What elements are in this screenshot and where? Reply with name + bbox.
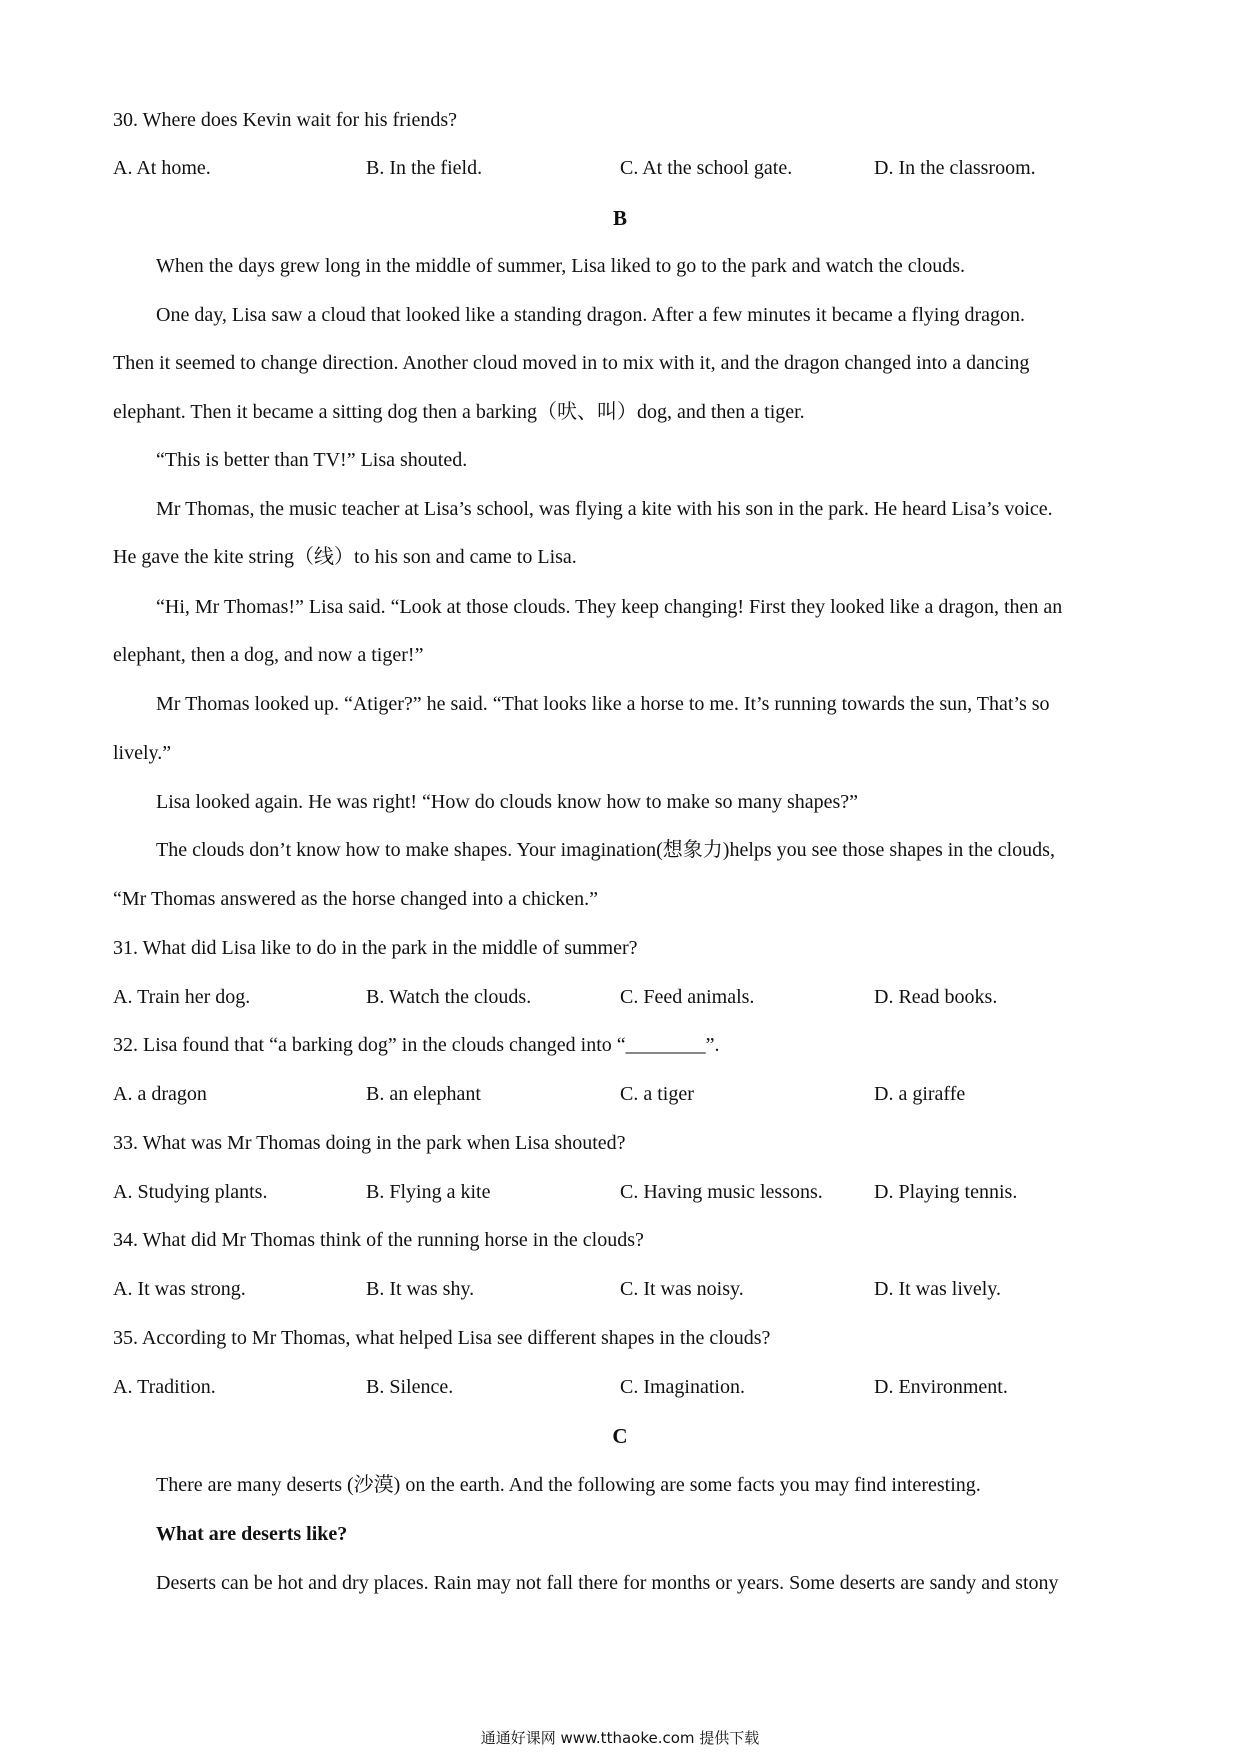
page-footer: 通通好课网 www.tthaoke.com 提供下载 (480, 1729, 760, 1747)
section-c-title: C (612, 1424, 628, 1448)
passage-b-line: “Mr Thomas answered as the horse changed into a chicken.” (113, 888, 599, 910)
q34-option-d: D. It was lively. (874, 1278, 1002, 1300)
passage-b-line: lively.” (113, 742, 172, 764)
q34-option-a: A. It was strong. (113, 1278, 246, 1300)
q35-option-b: B. Silence. (366, 1376, 454, 1398)
passage-c-text: Deserts can be hot and dry places. Rain may not fall there for months or years. Some deserts are sandy and stony (156, 1572, 1059, 1594)
passage-b-line: elephant, then a dog, and now a tiger!” (113, 644, 424, 666)
q30-option-c: C. At the school gate. (620, 157, 793, 179)
q35-option-d: D. Environment. (874, 1376, 1008, 1398)
q35-option-c: C. Imagination. (620, 1376, 745, 1398)
question-34: 34. What did Mr Thomas think of the running horse in the clouds? (113, 1229, 644, 1251)
q31-option-d: D. Read books. (874, 986, 998, 1008)
question-33: 33. What was Mr Thomas doing in the park when Lisa shouted? (113, 1132, 626, 1154)
passage-b-line: Mr Thomas looked up. “Atiger?” he said. “That looks like a horse to me. It’s running towards the sun, That’s so (156, 693, 1050, 715)
passage-b-line: He gave the kite string（线）to his son and came to Lisa. (113, 546, 577, 568)
passage-b-line: The clouds don’t know how to make shapes. Your imagination(想象力)helps you see those shapes in the clouds, (156, 839, 1055, 861)
passage-b-line: One day, Lisa saw a cloud that looked like a standing dragon. After a few minutes it became a flying dragon. (156, 304, 1025, 326)
passage-b-line: elephant. Then it became a sitting dog then a barking（吠、叫）dog, and then a tiger. (113, 401, 805, 423)
q33-option-d: D. Playing tennis. (874, 1181, 1018, 1203)
q32-option-b: B. an elephant (366, 1083, 481, 1105)
q33-option-c: C. Having music lessons. (620, 1181, 823, 1203)
q34-option-b: B. It was shy. (366, 1278, 475, 1300)
question-32: 32. Lisa found that “a barking dog” in the clouds changed into “________”. (113, 1034, 720, 1056)
q35-option-a: A. Tradition. (113, 1376, 216, 1398)
q34-option-c: C. It was noisy. (620, 1278, 744, 1300)
q30-option-d: D. In the classroom. (874, 157, 1036, 179)
question-35: 35. According to Mr Thomas, what helped Lisa see different shapes in the clouds? (113, 1327, 771, 1349)
passage-c-subheading: What are deserts like? (156, 1523, 348, 1545)
q32-option-c: C. a tiger (620, 1083, 694, 1105)
passage-b-line: Lisa looked again. He was right! “How do clouds know how to make so many shapes?” (156, 791, 859, 813)
passage-b-line: “Hi, Mr Thomas!” Lisa said. “Look at those clouds. They keep changing! First they looked like a dragon, then an (156, 596, 1063, 618)
section-b-title: B (612, 206, 627, 230)
q31-option-b: B. Watch the clouds. (366, 986, 532, 1008)
passage-b-line: Mr Thomas, the music teacher at Lisa’s school, was flying a kite with his son in the park. He heard Lisa’s voice. (156, 498, 1053, 520)
question-30: 30. Where does Kevin wait for his friends? (113, 109, 457, 131)
q31-option-c: C. Feed animals. (620, 986, 755, 1008)
passage-c-intro: There are many deserts (沙漠) on the earth. And the following are some facts you may find interesting. (156, 1474, 981, 1496)
q30-option-a: A. At home. (113, 157, 211, 179)
q30-option-b: B. In the field. (366, 157, 483, 179)
q33-option-a: A. Studying plants. (113, 1181, 268, 1203)
q32-option-a: A. a dragon (113, 1083, 207, 1105)
q33-option-b: B. Flying a kite (366, 1181, 491, 1203)
passage-b-line: When the days grew long in the middle of summer, Lisa liked to go to the park and watch the clouds. (156, 255, 966, 277)
question-31: 31. What did Lisa like to do in the park in the middle of summer? (113, 937, 638, 959)
passage-b-line: Then it seemed to change direction. Another cloud moved in to mix with it, and the dragon changed into a dancing (113, 352, 1030, 374)
q32-option-d: D. a giraffe (874, 1083, 966, 1105)
passage-b-line: “This is better than TV!” Lisa shouted. (156, 449, 468, 471)
q31-option-a: A. Train her dog. (113, 986, 251, 1008)
